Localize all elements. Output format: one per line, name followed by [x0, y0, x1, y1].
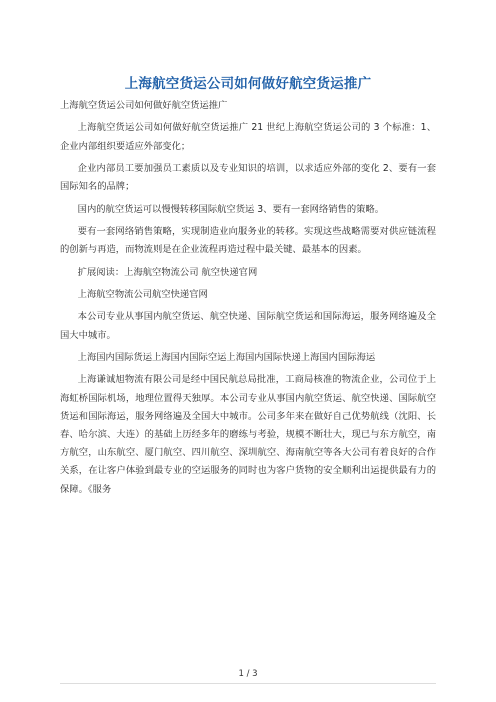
page-divider: [60, 683, 436, 684]
body-paragraph: 企业内部员工要加强员工素质以及专业知识的培训，以求适应外部的变化 2、要有一套国际知名的品牌；: [60, 162, 436, 193]
body-paragraph: 要有一套网络销售策略，实现制造业向服务业的转移。实现这些战略需要对供应链流程的创新与再造，而物流则是在企业流程再造过程中最关键、最基本的因素。: [60, 225, 436, 256]
subtitle-paragraph: 上海航空货运公司如何做好航空货运推广: [60, 100, 228, 111]
page-number: 1 / 3: [238, 669, 258, 679]
body-paragraph: 国内的航空货运可以慢慢转移国际航空货运 3、要有一套网络销售的策略。: [77, 203, 385, 215]
document-body: [60, 97, 436, 503]
body-paragraph: 上海航空货运公司如何做好航空货运推广 21 世纪上海航空货运公司的 3 个标准：1、企业内部组织要适应外部变化；: [60, 122, 436, 152]
body-paragraph: 上海国内国际货运上海国内国际空运上海国内国际快递上海国内国际海运: [77, 351, 376, 363]
body-paragraph: 本公司专业从事国内航空货运、航空快递、国际航空货运和国际海运，服务网络遍及全国大中城市。: [60, 311, 436, 341]
document-title: 上海航空货运公司如何做好航空货运推广: [124, 76, 372, 92]
body-paragraph: 上海航空物流公司航空快递官网: [77, 288, 208, 300]
body-paragraph: 上海谦诚旭物流有限公司是经中国民航总局批准，工商局核准的物流企业，公司位于上海虹桥国际机场，地理位置得天独厚。本公司专业从事国内航空货运、航空快递、国际航空货运和国际海运，服务网络遍及全国大中城市。公司多年来在做好自己优势航线（沈阳、长春、哈尔滨、大连）的基础上历经多年的磨练与考验，规模不断壮大，现已与东方航空，南方航空，山东航空、厦门航空、四川航空、深圳航空、海南航空等各大公司有着良好的合作关系，在让客户体验到最专业的空运服务的同时也为客户货物的安全顺利出运提供最有力的保障。《服务: [60, 374, 436, 495]
extended-reading-paragraph: 扩展阅读：上海航空物流公司 航空快递官网: [77, 266, 258, 278]
